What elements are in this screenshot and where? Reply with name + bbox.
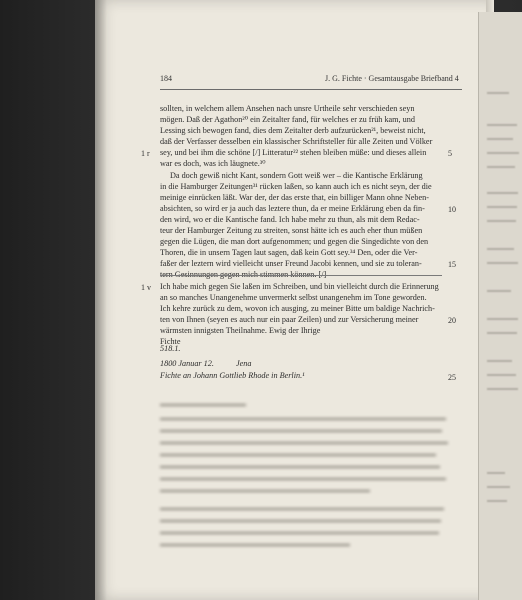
text-line: den wird, wo er die Kantische fand. Ich habe mehr zu thun, als mit dem Redac- [160, 215, 420, 224]
blurred-note-line [160, 490, 370, 492]
facing-page-blurred-text [487, 262, 518, 264]
facing-page-blurred-text [487, 374, 516, 376]
blurred-note-line [160, 508, 444, 510]
text-line: war es doch, was ich läugnete.³⁰ [160, 159, 266, 168]
facing-page-blurred-text [487, 192, 518, 194]
facing-page-blurred-text [487, 486, 510, 488]
text-line: teur der Hamburger Zeitung zu streiten, sonst hätte ich es auch eher thun müßen [160, 226, 423, 235]
facing-page-blurred-text [487, 360, 512, 362]
text-line: sey, und bei ihm die schöne [/] Litteratur²² stehen bleiben müße: und dieses allein [160, 148, 427, 157]
letter-date-line [160, 359, 251, 368]
blurred-note-line [160, 442, 448, 444]
facing-page-blurred-text [487, 152, 519, 154]
text-line: meinige einrücken läßt. War der, der das erste that, ein billiger Mann ohne Neben- [160, 193, 429, 202]
blurred-note-line [160, 430, 442, 432]
text-line: Da doch gewiß nicht Kant, sondern Gott weiß wer – die Kantische Erklärung [170, 171, 423, 180]
text-line: Thoren, die in unsern Tagen laut sagen, daß kein Gott sey.³⁴ Den, oder die Ver- [160, 248, 418, 257]
facing-page-blurred-text [487, 318, 518, 320]
text-line: sollten, in welchem allem Ansehen nach unsre Urtheile sehr verschieden seyn [160, 104, 415, 113]
facing-page-blurred-text [487, 472, 505, 474]
text-line: wärmsten innigsten Theilnahme. Ewig der Ihrige [160, 326, 321, 335]
blurred-note-line [160, 404, 246, 406]
facing-page-blurred-text [487, 248, 514, 250]
line-number: 20 [448, 316, 456, 325]
line-number: 5 [448, 149, 452, 158]
letter-place: Jena [235, 359, 252, 368]
line-number: 25 [448, 373, 456, 382]
text-line: daß der Verfasser desselben ein klassischer Schriftsteller für alle Zeiten und Völker [160, 137, 433, 146]
text-line: gegen die Lügen, die man dort aufgenommen; und gegen die Singedichte von den [160, 237, 429, 246]
blurred-note-line [160, 418, 446, 420]
blurred-note-line [160, 520, 441, 522]
text-line: faßer der leztern wird vielleicht unser Freund Jacobi kennen, und sie zu toleran- [160, 259, 422, 268]
blurred-notes-block [160, 404, 452, 594]
page-gutter-shadow [95, 0, 107, 600]
blurred-note-line [160, 454, 436, 456]
blurred-note-line [160, 544, 350, 546]
letter-number: 518.1. [160, 344, 181, 353]
text-line: ten von Ihnen (seyen es auch nur ein paar Zeilen) und zur Versicherung meiner [160, 315, 419, 324]
facing-page-blurred-text [487, 220, 516, 222]
folio-marker: 1 r [141, 149, 150, 158]
facing-page-blurred-text [487, 388, 518, 390]
folio-marker: 1 v [141, 283, 151, 292]
running-head: J. G. Fichte · Gesamtausgabe Briefband 4 [325, 74, 459, 83]
facing-page-blurred-text [487, 124, 517, 126]
text-line: mögen. Daß der Agathon²⁰ ein Zeitalter fand, für welches er zu früh kam, und [160, 115, 415, 124]
section-rule [160, 275, 442, 276]
blurred-note-line [160, 478, 446, 480]
line-number: 15 [448, 260, 456, 269]
text-line: Lessing sich bewogen fand, dies dem Zeitalter derb aufzurücken²¹, beweist nicht, [160, 126, 426, 135]
text-line: absichten, so wird er ja auch das leztere thun, da er meine Erklärung eben da fin- [160, 204, 425, 213]
blurred-note-line [160, 466, 440, 468]
blurred-note-line [160, 532, 439, 534]
facing-page-blurred-text [487, 332, 517, 334]
letter-date: 1800 Januar 12. [160, 359, 214, 368]
facing-page-blurred-text [487, 206, 517, 208]
line-number: 10 [448, 205, 456, 214]
text-line: in die Hamburger Zeitungen³¹ rücken laßen, so kann auch ich es nicht seyn, der die [160, 182, 432, 191]
header-rule [160, 89, 462, 90]
page-number: 184 [160, 74, 172, 83]
letter-address: Fichte an Johann Gottlieb Rhode in Berlin.¹ [160, 371, 305, 380]
text-line: Ich habe mich gegen Sie laßen im Schreiben, und bin vielleicht durch die Erinnerung [160, 282, 439, 291]
text-line: Fichte [160, 337, 181, 346]
text-line: Ich kehre zurück zu dem, wovon ich ausging, zu meiner Bitte um baldige Nachrich- [160, 304, 435, 313]
facing-page-blurred-text [487, 166, 515, 168]
facing-page-blurred-text [487, 290, 511, 292]
facing-page-blurred-text [487, 92, 509, 94]
facing-page-blurred-text [487, 138, 513, 140]
facing-page-blurred-text [487, 500, 507, 502]
facing-page-fragment [478, 12, 522, 600]
text-line: an so manches Unangenehme unvermerkt selbst unangenehm im Tone geworden. [160, 293, 427, 302]
